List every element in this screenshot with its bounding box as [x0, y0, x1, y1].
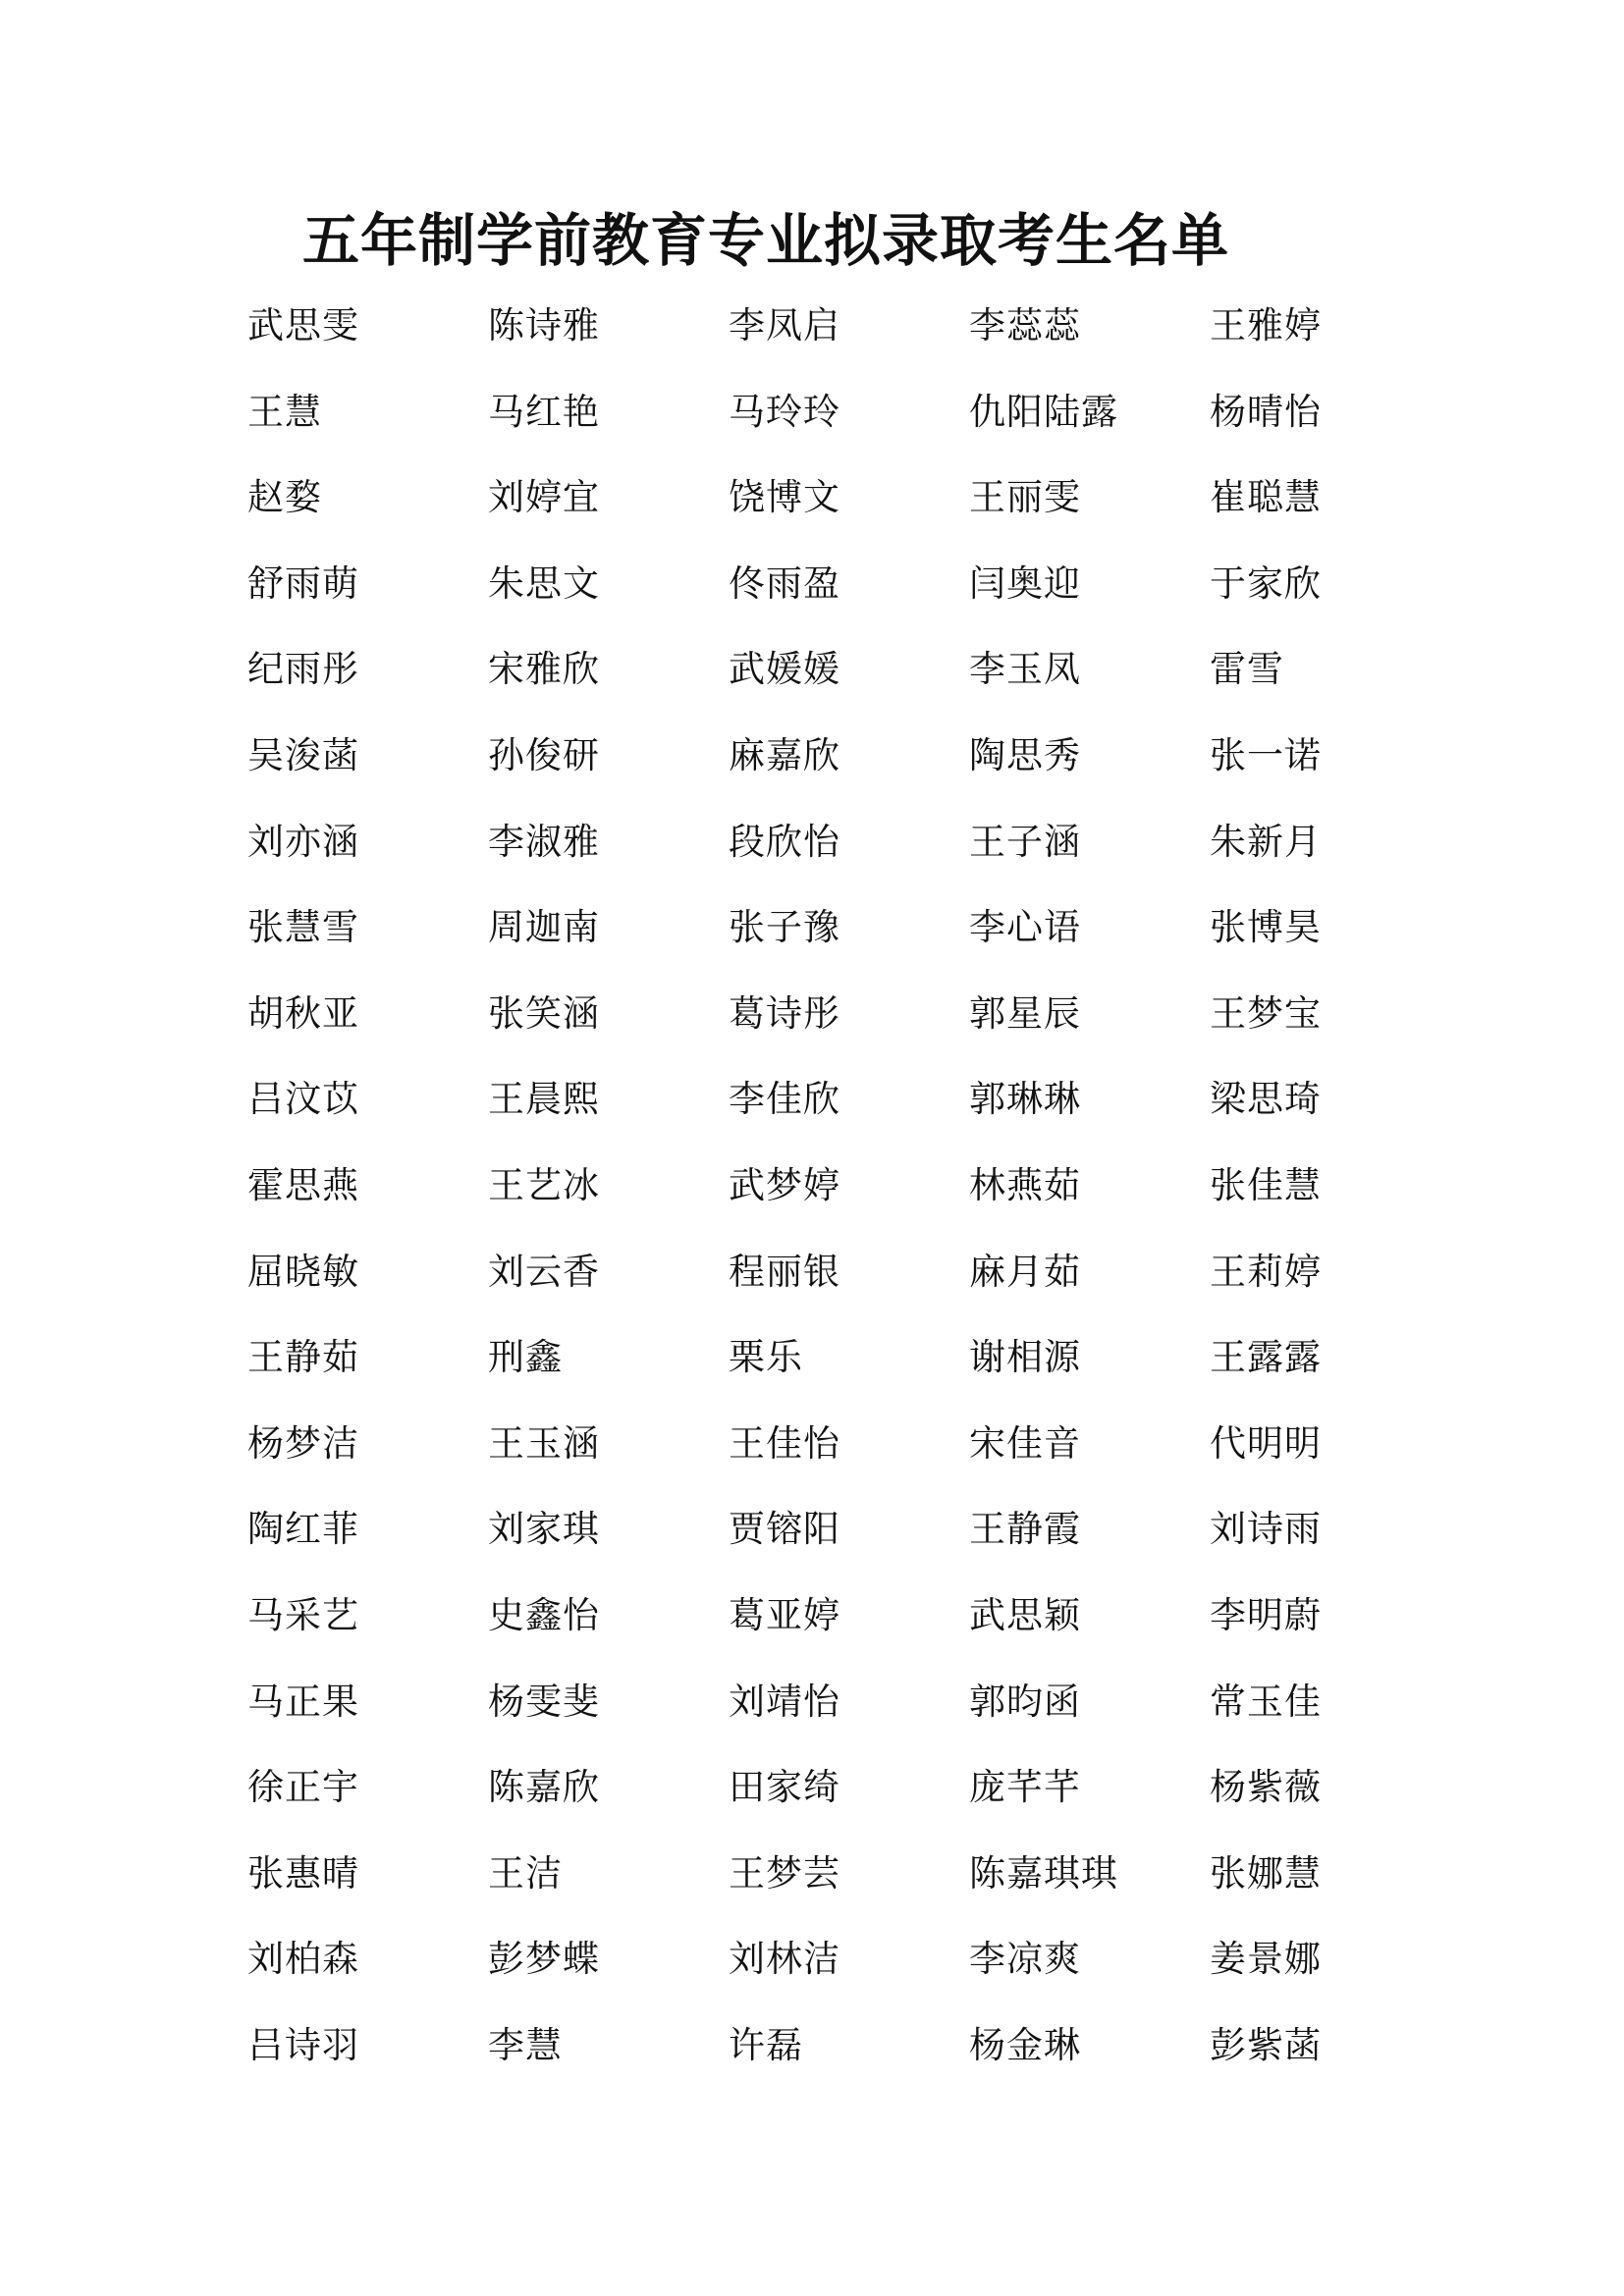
candidate-name: 杨金琳 — [969, 2023, 1081, 2066]
candidate-name: 武思颖 — [969, 1593, 1081, 1636]
candidate-name: 霍思燕 — [247, 1163, 359, 1206]
candidate-name: 李佳欣 — [729, 1078, 840, 1121]
candidate-name: 李心语 — [969, 906, 1081, 949]
candidate-name: 武思雯 — [247, 304, 359, 347]
candidate-name: 刘靖怡 — [729, 1680, 840, 1723]
candidate-name: 马采艺 — [247, 1593, 359, 1636]
candidate-name: 王丽雯 — [969, 476, 1081, 519]
candidate-name: 吕诗羽 — [247, 2023, 359, 2066]
candidate-name: 王晨熙 — [488, 1078, 600, 1121]
candidate-name: 王玉涵 — [488, 1421, 600, 1465]
candidate-name: 徐正宇 — [247, 1766, 359, 1809]
candidate-name: 李蕊蕊 — [969, 304, 1081, 347]
candidate-name: 王梦宝 — [1210, 991, 1322, 1035]
candidate-name: 张一诺 — [1210, 733, 1322, 776]
candidate-name: 张惠晴 — [247, 1851, 359, 1895]
candidate-name: 谢相源 — [969, 1336, 1081, 1379]
candidate-name: 陶思秀 — [969, 733, 1081, 776]
candidate-name: 田家绮 — [729, 1766, 840, 1809]
candidate-name: 梁思琦 — [1210, 1078, 1322, 1121]
candidate-name: 饶博文 — [729, 476, 840, 519]
candidate-name: 崔聪慧 — [1210, 476, 1322, 519]
candidate-name: 张佳慧 — [1210, 1163, 1322, 1206]
candidate-name: 陈嘉欣 — [488, 1766, 600, 1809]
candidate-name: 李玉凤 — [969, 648, 1081, 691]
candidate-name: 程丽银 — [729, 1250, 840, 1293]
candidate-name: 刘云香 — [488, 1250, 600, 1293]
candidate-name: 宋佳音 — [969, 1421, 1081, 1465]
candidate-name: 王露露 — [1210, 1336, 1322, 1379]
candidate-name: 吴浚菡 — [247, 733, 359, 776]
candidate-name: 王梦芸 — [729, 1851, 840, 1895]
candidate-name: 王艺冰 — [488, 1163, 600, 1206]
candidate-name: 陶红菲 — [247, 1508, 359, 1551]
candidate-name: 赵婺 — [247, 476, 322, 519]
candidate-name: 孙俊研 — [488, 733, 600, 776]
candidate-name: 王洁 — [488, 1851, 563, 1895]
candidate-name: 段欣怡 — [729, 820, 840, 863]
candidate-name: 张娜慧 — [1210, 1851, 1322, 1895]
candidate-name: 贾镕阳 — [729, 1508, 840, 1551]
candidate-name: 李凉爽 — [969, 1938, 1081, 1981]
candidate-name: 胡秋亚 — [247, 991, 359, 1035]
candidate-name: 王子涵 — [969, 820, 1081, 863]
candidate-name: 朱新月 — [1210, 820, 1322, 863]
candidate-name: 姜景娜 — [1210, 1938, 1322, 1981]
candidate-name: 许磊 — [729, 2023, 803, 2066]
candidate-name: 王静霞 — [969, 1508, 1081, 1551]
candidate-name: 马正果 — [247, 1680, 359, 1723]
candidate-name: 陈诗雅 — [488, 304, 600, 347]
candidate-name: 马红艳 — [488, 390, 600, 433]
candidate-name: 周迦南 — [488, 906, 600, 949]
candidate-name: 麻月茹 — [969, 1250, 1081, 1293]
candidate-name: 李明蔚 — [1210, 1593, 1322, 1636]
candidate-name: 林燕茹 — [969, 1163, 1081, 1206]
candidate-name: 吕汶苡 — [247, 1078, 359, 1121]
candidate-name: 郭星辰 — [969, 991, 1081, 1035]
candidate-name: 武梦婷 — [729, 1163, 840, 1206]
candidate-name: 栗乐 — [729, 1336, 803, 1379]
candidate-name: 刘林洁 — [729, 1938, 840, 1981]
candidate-name: 闫奥迎 — [969, 561, 1081, 605]
candidate-name: 仇阳陆露 — [969, 390, 1118, 433]
candidate-name: 刘婷宜 — [488, 476, 600, 519]
candidate-name: 杨梦洁 — [247, 1421, 359, 1465]
candidate-name: 李淑雅 — [488, 820, 600, 863]
candidate-name: 舒雨萌 — [247, 561, 359, 605]
candidate-name: 刘诗雨 — [1210, 1508, 1322, 1551]
candidate-name: 刘家琪 — [488, 1508, 600, 1551]
candidate-name: 李慧 — [488, 2023, 563, 2066]
page-title: 五年制学前教育专业拟录取考生名单 — [302, 207, 1230, 274]
name-list — [247, 294, 1450, 2100]
candidate-name: 杨晴怡 — [1210, 390, 1322, 433]
candidate-name: 彭梦蝶 — [488, 1938, 600, 1981]
candidate-name: 庞芊芊 — [969, 1766, 1081, 1809]
candidate-name: 张慧雪 — [247, 906, 359, 949]
candidate-name: 朱思文 — [488, 561, 600, 605]
candidate-name: 麻嘉欣 — [729, 733, 840, 776]
candidate-name: 郭昀函 — [969, 1680, 1081, 1723]
candidate-name: 彭紫菡 — [1210, 2023, 1322, 2066]
candidate-name: 王慧 — [247, 390, 322, 433]
candidate-name: 宋雅欣 — [488, 648, 600, 691]
candidate-name: 葛亚婷 — [729, 1593, 840, 1636]
candidate-name: 刑鑫 — [488, 1336, 563, 1379]
candidate-name: 王莉婷 — [1210, 1250, 1322, 1293]
candidate-name: 王佳怡 — [729, 1421, 840, 1465]
candidate-name: 史鑫怡 — [488, 1593, 600, 1636]
candidate-name: 马玲玲 — [729, 390, 840, 433]
candidate-name: 葛诗彤 — [729, 991, 840, 1035]
candidate-name: 刘柏森 — [247, 1938, 359, 1981]
candidate-name: 于家欣 — [1210, 561, 1322, 605]
candidate-name: 王雅婷 — [1210, 304, 1322, 347]
candidate-name: 武媛媛 — [729, 648, 840, 691]
candidate-name: 纪雨彤 — [247, 648, 359, 691]
candidate-name: 张子豫 — [729, 906, 840, 949]
candidate-name: 代明明 — [1210, 1421, 1322, 1465]
candidate-name: 杨雯斐 — [488, 1680, 600, 1723]
candidate-name: 雷雪 — [1210, 648, 1284, 691]
candidate-name: 李凤启 — [729, 304, 840, 347]
candidate-name: 常玉佳 — [1210, 1680, 1322, 1723]
candidate-name: 郭琳琳 — [969, 1078, 1081, 1121]
candidate-name: 佟雨盈 — [729, 561, 840, 605]
candidate-name: 陈嘉琪琪 — [969, 1851, 1118, 1895]
candidate-name: 屈晓敏 — [247, 1250, 359, 1293]
candidate-name: 王静茹 — [247, 1336, 359, 1379]
candidate-name: 张博昊 — [1210, 906, 1322, 949]
candidate-name: 张笑涵 — [488, 991, 600, 1035]
candidate-name: 刘亦涵 — [247, 820, 359, 863]
candidate-name: 杨紫薇 — [1210, 1766, 1322, 1809]
